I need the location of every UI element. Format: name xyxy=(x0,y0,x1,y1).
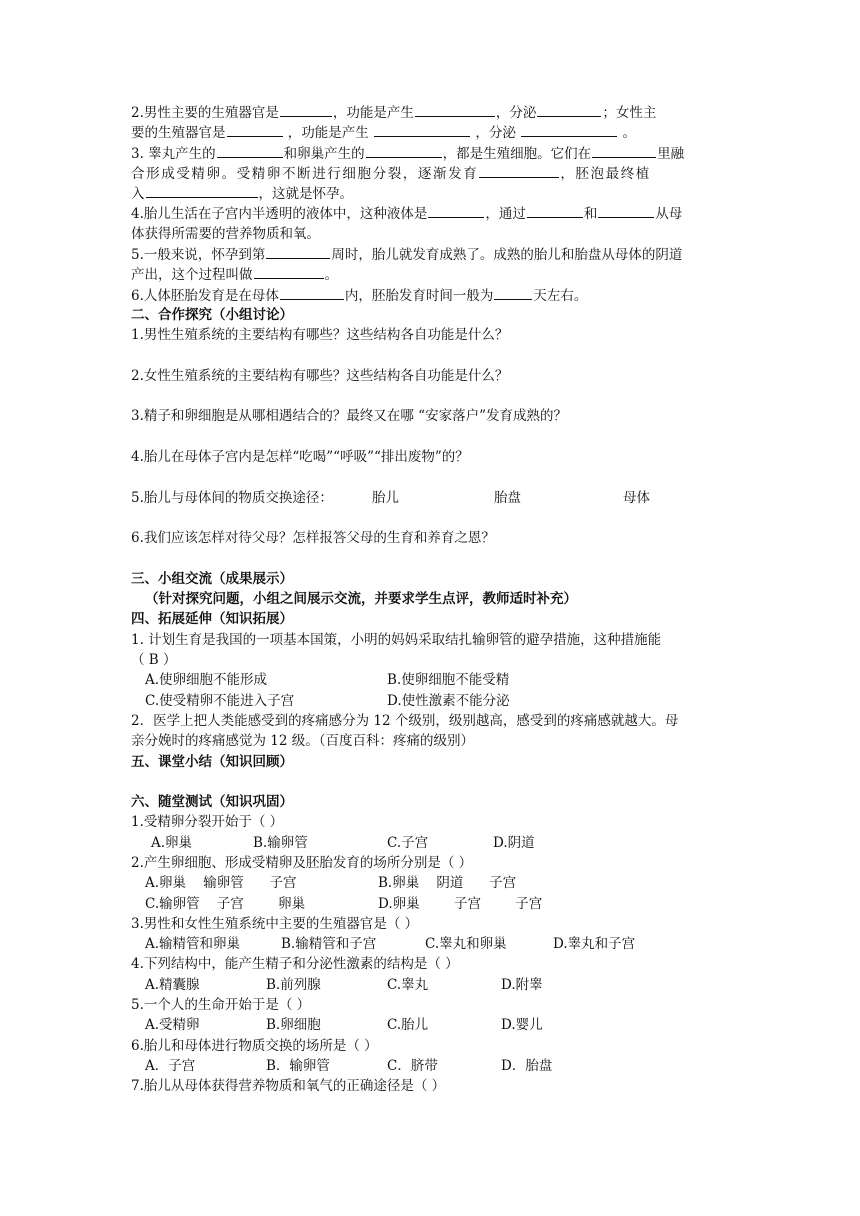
q3-text: ，都是生殖细胞。它们在 xyxy=(442,145,592,162)
option-c[interactable]: C.使受精卵不能进入子宫 xyxy=(145,692,295,709)
answer-blank[interactable] xyxy=(280,102,332,117)
extension-q1-options-row1 xyxy=(131,670,731,690)
q5-prefix: 5.胎儿与母体间的物质交换途径： xyxy=(131,489,333,506)
quiz-q3-stem: 3.男性和女性生殖系统中主要的生殖器官是（ ） xyxy=(131,915,419,932)
quiz-q6-options xyxy=(131,1056,731,1076)
option-d[interactable]: D.附睾 xyxy=(501,976,543,993)
discussion-q6: 6.我们应该怎样对待父母？怎样报答父母的生育和养育之恩？ xyxy=(131,530,495,547)
q4-text: 4.胎儿生活在子宫内半透明的液体中，这种液体是 xyxy=(131,206,428,223)
q3-text: ，胚泡最终植 xyxy=(560,165,651,182)
answer-blank[interactable] xyxy=(415,102,495,117)
answer-blank[interactable] xyxy=(592,143,656,158)
extension-q2-line2: 亲分娩时的疼痛感觉为 12 级。（百度百科：疼痛的级别） xyxy=(131,733,475,750)
q4-text: 从母 xyxy=(655,206,683,223)
fill-in-q4-line2 xyxy=(131,224,731,244)
answer-blank[interactable] xyxy=(280,285,344,300)
quiz-q5-options xyxy=(131,1015,731,1035)
option-c[interactable]: C．脐带 xyxy=(387,1057,438,1074)
discussion-q2: 2.女性生殖系统的主要结构有哪些？这些结构各自功能是什么？ xyxy=(131,367,509,384)
quiz-q6-stem: 6.胎儿和母体进行物质交换的场所是（ ） xyxy=(131,1037,378,1054)
q3-text: ，这就是怀孕。 xyxy=(258,186,353,203)
option-a[interactable]: A.受精卵 xyxy=(145,1017,200,1034)
label-mother: 母体 xyxy=(623,489,650,506)
q3-text: 合形成受精卵。受精卵不断进行细胞分裂，逐渐发育 xyxy=(131,165,479,182)
fill-in-q5-line2 xyxy=(131,264,731,284)
quiz-q5-stem: 5.一个人的生命开始于是（ ） xyxy=(131,997,311,1014)
q2-text: ，分泌 xyxy=(475,125,516,142)
section-4-heading: 四、拓展延伸（知识拓展） xyxy=(131,611,293,628)
discussion-q3: 3.精子和卵细胞是从哪相遇结合的？最终又在哪 “安家落户”发育成熟的？ xyxy=(131,408,567,425)
q3-text: 和卵巢产生的 xyxy=(283,145,365,162)
option-d[interactable]: D．胎盘 xyxy=(501,1057,553,1074)
option-a[interactable]: A.卵巢 xyxy=(151,834,193,851)
quiz-q7-stem: 7.胎儿从母体获得营养物质和氧气的正确途径是（ ） xyxy=(131,1078,446,1095)
answer-blank[interactable] xyxy=(521,122,617,137)
answer-blank[interactable] xyxy=(266,244,330,259)
quiz-q4-stem: 4.下列结构中，能产生精子和分泌性激素的结构是（ ） xyxy=(131,956,459,973)
extension-q2-line1: 2．医学上把人类能感受到的疼痛感分为 12 个级别，级别越高，感受到的疼痛感就越大。母 xyxy=(131,712,679,729)
option-c[interactable]: C.输卵管 子宫 卵巢 xyxy=(145,895,306,912)
answer-blank[interactable] xyxy=(527,203,583,218)
option-b[interactable]: B.输精管和子宫 xyxy=(281,936,377,953)
answer-blank[interactable] xyxy=(537,102,601,117)
q3-text: 3. 睾丸产生的 xyxy=(131,145,216,162)
answer-blank[interactable] xyxy=(479,163,559,178)
option-d[interactable]: D.睾丸和子宫 xyxy=(553,936,636,953)
section-5-heading: 五、课堂小结（知识回顾） xyxy=(131,753,293,770)
discussion-q1: 1.男性生殖系统的主要结构有哪些？这些结构各自功能是什么？ xyxy=(131,327,509,344)
q6-text: 内，胚胎发育时间一般为 xyxy=(344,287,494,304)
extension-q1-options-row2 xyxy=(131,691,731,711)
quiz-q2-options-row2 xyxy=(131,894,731,914)
q3-text: 入 xyxy=(131,186,145,203)
option-b[interactable]: B.卵细胞 xyxy=(266,1017,321,1034)
quiz-q2-options-row1 xyxy=(131,873,731,893)
answer-blank[interactable] xyxy=(428,203,484,218)
option-b[interactable]: B.输卵管 xyxy=(253,834,308,851)
label-placenta: 胎盘 xyxy=(494,489,521,506)
q4-text: 和 xyxy=(583,206,598,223)
answer-blank[interactable] xyxy=(227,122,283,137)
q2-text: ，功能是产生 xyxy=(287,125,369,142)
option-c[interactable]: C.胎儿 xyxy=(387,1017,429,1034)
worksheet-page xyxy=(131,102,731,1097)
answer-blank[interactable] xyxy=(494,285,532,300)
q5-text: 周时，胎儿就发育成熟了。成熟的胎儿和胎盘从母体的阴道 xyxy=(331,247,683,264)
fill-in-q5-line1 xyxy=(131,244,731,264)
option-d[interactable]: D.阴道 xyxy=(493,834,535,851)
q3-text: 里融 xyxy=(657,145,685,162)
answer-blank[interactable] xyxy=(254,264,324,279)
answer-blank[interactable] xyxy=(146,183,258,198)
q4-text: ，通过 xyxy=(485,206,526,223)
fill-in-q2-line2 xyxy=(131,122,731,142)
q6-text: 6.人体胚胎发育是在母体 xyxy=(131,287,279,304)
q4-text: 体获得所需要的营养物质和氧。 xyxy=(131,225,320,242)
q2-text: 。 xyxy=(622,125,636,142)
q2-text: ；女性主 xyxy=(602,105,657,121)
option-b[interactable]: B.前列腺 xyxy=(266,976,321,993)
fill-in-q4-line1 xyxy=(131,203,731,223)
extension-q1-line1: 1. 计划生育是我国的一项基本国策，小明的妈妈采取结扎输卵管的避孕措施，这种措施能 xyxy=(131,631,662,648)
quiz-q2-stem: 2.产生卵细胞、形成受精卵及胚胎发育的场所分别是（ ） xyxy=(131,854,473,871)
section-3-heading: 三、小组交流（成果展示） xyxy=(131,570,293,587)
option-a[interactable]: A.精囊腺 xyxy=(145,976,200,993)
quiz-q1-stem: 1.受精卵分裂开始于（ ） xyxy=(131,814,284,831)
option-c[interactable]: C.子宫 xyxy=(387,834,429,851)
extension-q1-answer: （ B ） xyxy=(131,652,177,669)
quiz-q4-options xyxy=(131,975,731,995)
fill-in-q3-line3 xyxy=(131,183,731,203)
q2-text: ，分泌 xyxy=(495,105,537,121)
answer-blank[interactable] xyxy=(217,143,283,158)
option-d[interactable]: D.婴儿 xyxy=(501,1017,543,1034)
option-a[interactable]: A.使卵细胞不能形成 xyxy=(145,672,268,689)
answer-blank[interactable] xyxy=(374,122,470,137)
section-6-heading: 六、随堂测试（知识巩固） xyxy=(131,794,293,811)
discussion-q5 xyxy=(131,488,731,508)
section-2-heading: 二、合作探究（小组讨论） xyxy=(131,306,293,323)
option-a[interactable]: A．子宫 xyxy=(145,1057,196,1074)
quiz-q1-options xyxy=(131,833,731,853)
q5-text: 产出，这个过程叫做 xyxy=(131,267,253,284)
option-b[interactable]: B.使卵细胞不能受精 xyxy=(387,672,510,689)
fill-in-q3-line2 xyxy=(131,163,731,183)
fill-in-q2-line1 xyxy=(131,102,731,122)
section-3-note: （针对探究问题，小组之间展示交流，并要求学生点评，教师适时补充） xyxy=(145,591,577,608)
quiz-q3-options xyxy=(131,934,731,954)
fill-in-q3-line1 xyxy=(131,143,731,163)
fill-in-q6-line1 xyxy=(131,285,731,305)
option-a[interactable]: A.输精管和卵巢 xyxy=(145,936,241,953)
discussion-q4: 4.胎儿在母体子宫内是怎样“吃喝”“呼吸”“排出废物”的？ xyxy=(131,449,469,466)
q2-text: ，功能是产生 xyxy=(332,105,414,121)
q5-text: 。 xyxy=(324,267,338,284)
answer-blank[interactable] xyxy=(366,143,442,158)
q5-text: 5.一般来说，怀孕到第 xyxy=(131,247,266,264)
q2-text: 2.男性主要的生殖器官是 xyxy=(131,105,279,121)
option-c[interactable]: C.睾丸 xyxy=(387,976,429,993)
q2-text: 要的生殖器官是 xyxy=(131,125,226,142)
option-b[interactable]: B.卵巢 阴道 子宫 xyxy=(378,875,517,892)
option-d[interactable]: D.卵巢 子宫 子宫 xyxy=(378,895,543,912)
option-c[interactable]: C.睾丸和卵巢 xyxy=(425,936,507,953)
option-b[interactable]: B．输卵管 xyxy=(266,1057,330,1074)
option-d[interactable]: D.使性激素不能分泌 xyxy=(387,692,510,709)
option-a[interactable]: A.卵巢 输卵管 子宫 xyxy=(145,875,297,892)
answer-blank[interactable] xyxy=(598,203,654,218)
label-fetus: 胎儿 xyxy=(372,489,399,506)
q6-text: 天左右。 xyxy=(533,287,588,304)
